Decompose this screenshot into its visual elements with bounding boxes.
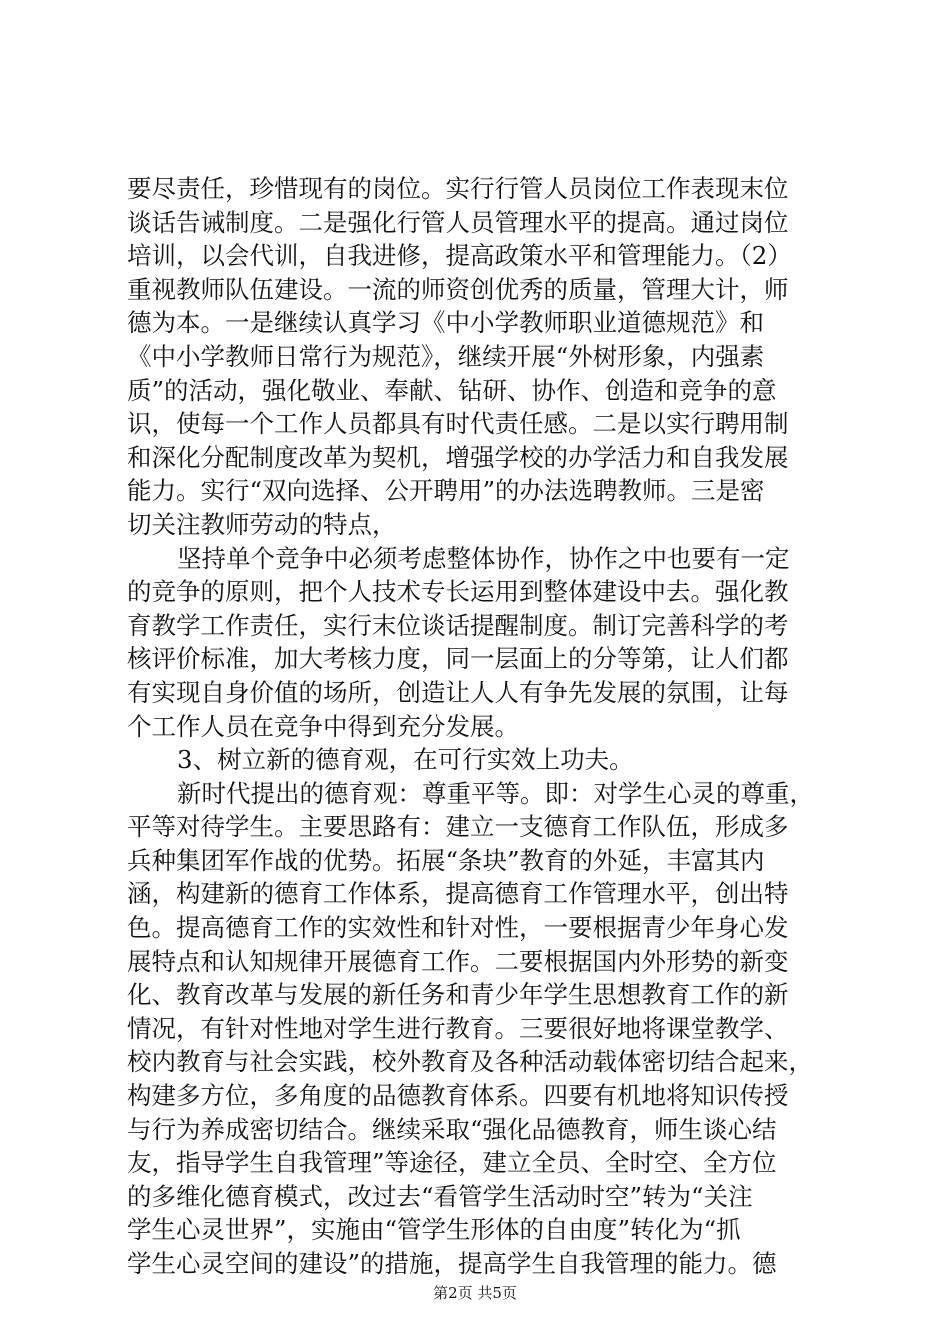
text-line: 校内教育与社会实践，校外教育及各种活动载体密切结合起来， [127, 1047, 813, 1077]
text-line: 和深化分配制度改革为契机，增强学校的办学活力和自我发展 [127, 442, 789, 472]
text-line: 核评价标准，加大考核力度，同一层面上的分等第，让人们都 [127, 644, 789, 674]
text-line: 平等对待学生。主要思路有：建立一支德育工作队伍，形成多 [127, 812, 789, 842]
text-line: 德为本。一是继续认真学习《中小学教师职业道德规范》和 [127, 308, 764, 338]
text-line: 的多维化德育模式，改过去“看管学生活动时空”转为“关注 [127, 1181, 753, 1211]
text-line: 友，指导学生自我管理”等途径，建立全员、全时空、全方位 [127, 1148, 777, 1178]
text-line: 要尽责任，珍惜现有的岗位。实行行管人员岗位工作表现末位 [127, 174, 789, 203]
page-number: 第2页 共5页 [433, 1284, 517, 1302]
text-line: 的竞争的原则，把个人技术专长运用到整体建设中去。强化教 [127, 577, 789, 607]
text-line: 涵，构建新的德育工作体系，提高德育工作管理水平，创出特 [127, 879, 789, 909]
text-line: 与行为养成密切结合。继续采取“强化品德教育，师生谈心结 [127, 1114, 777, 1144]
document-body [127, 172, 827, 1281]
text-line: 学生心灵世界”，实施由“管学生形体的自由度”转化为“抓 [127, 1215, 741, 1245]
text-line: 坚持单个竞争中必须考虑整体协作，协作之中也要有一定 [177, 543, 790, 573]
text-line: 个工作人员在竞争中得到充分发展。 [127, 711, 519, 741]
paragraph [127, 172, 827, 542]
text-line: 展特点和认知规律开展德育工作。二要根据国内外形势的新变 [127, 946, 789, 976]
text-line: 新时代提出的德育观：尊重平等。即：对学生心灵的尊重， [177, 778, 814, 808]
text-line: 能力。实行“双向选择、公开聘用”的办法选聘教师。三是密 [127, 476, 765, 506]
paragraph [127, 743, 827, 777]
text-line: 切关注教师劳动的特点， [127, 509, 397, 539]
text-line: 质”的活动，强化敬业、奉献、钻研、协作、创造和竞争的意 [127, 375, 777, 405]
text-line: 重视教师队伍建设。一流的师资创优秀的质量，管理大计，师 [127, 274, 789, 304]
text-line: 培训，以会代训，自我进修，提高政策水平和管理能力。（2） [127, 241, 792, 271]
paragraph [127, 542, 827, 744]
text-line: 兵种集团军作战的优势。拓展“条块”教育的外延，丰富其内 [127, 845, 765, 875]
text-line: 谈话告诫制度。二是强化行管人员管理水平的提高。通过岗位 [127, 207, 789, 237]
text-line: 识，使每一个工作人员都具有时代责任感。二是以实行聘用制 [127, 409, 789, 439]
text-line: 构建多方位，多角度的品德教育体系。四要有机地将知识传授 [127, 1081, 789, 1111]
paragraph [127, 777, 827, 1281]
text-line: 色。提高德育工作的实效性和针对性，一要根据青少年身心发 [127, 913, 789, 943]
text-line: 情况，有针对性地对学生进行教育。三要很好地将课堂教学、 [127, 1013, 789, 1043]
text-line: 学生心灵空间的建设”的措施，提高学生自我管理的能力。德 [127, 1249, 777, 1278]
text-line: 有实现自身价值的场所，创造让人人有争先发展的氛围，让每 [127, 677, 789, 707]
text-line: 3、树立新的德育观，在可行实效上功夫。 [177, 745, 634, 775]
text-line: 《中小学教师日常行为规范》，继续开展“外树形象，内强素 [127, 341, 765, 371]
page-footer [0, 1283, 950, 1303]
text-line: 育教学工作责任，实行末位谈话提醒制度。制订完善科学的考 [127, 610, 789, 640]
text-line: 化、教育改革与发展的新任务和青少年学生思想教育工作的新 [127, 980, 789, 1010]
